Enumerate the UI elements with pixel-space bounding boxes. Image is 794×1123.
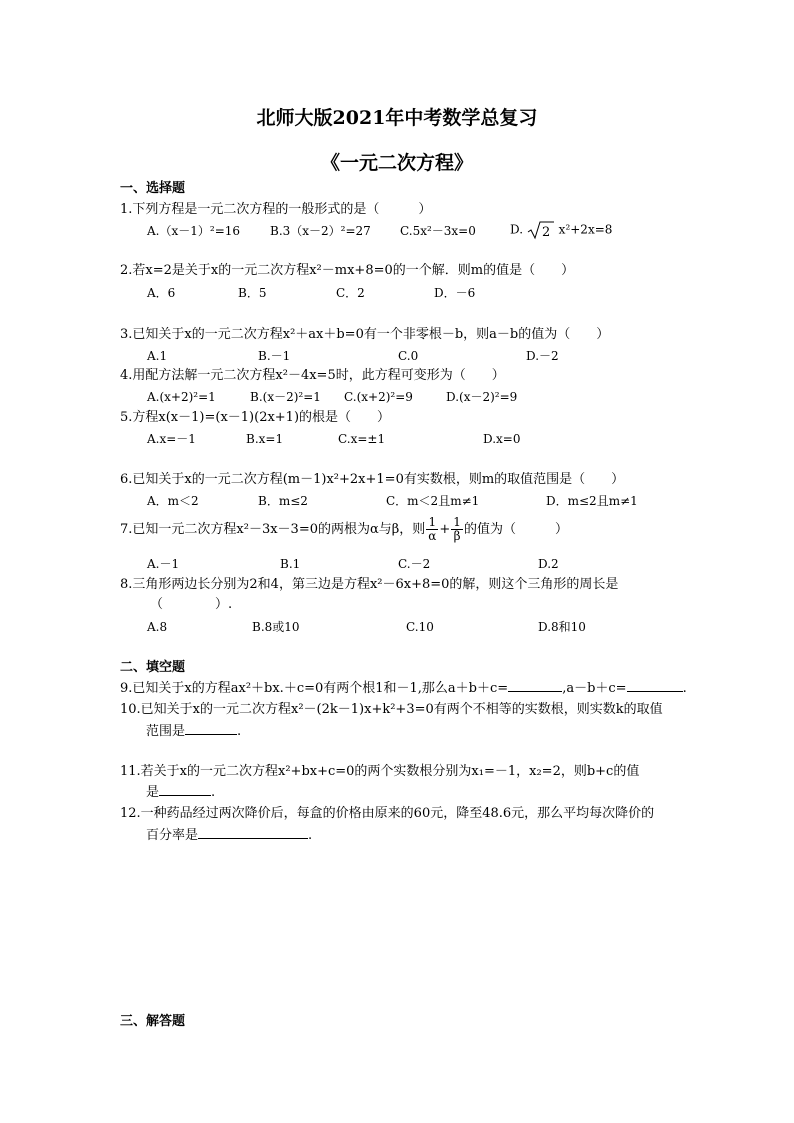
fraction-denominator: β <box>453 529 461 543</box>
question-8-option-b: B.8或10 <box>252 620 300 634</box>
question-8-option-d: D.8和10 <box>538 620 586 634</box>
section-heading-fill-in: 二、填空题 <box>120 660 186 675</box>
question-12-line2 <box>146 826 312 845</box>
question-1-option-c: C.5x²－3x=0 <box>400 224 476 238</box>
question-4-stem: 4.用配方法解一元二次方程x²－4x=5时，此方程可变形为（ ） <box>120 368 505 383</box>
section-heading-solutions: 三、解答题 <box>120 1014 186 1029</box>
question-7-stem-end: 的值为（ ） <box>463 522 568 537</box>
question-3-option-d: D.－2 <box>526 349 559 363</box>
question-5-stem: 5.方程x(x－1)=(x－1)(2x+1)的根是（ ） <box>120 410 391 425</box>
question-4-option-b: B.(x－2)²=1 <box>250 390 321 404</box>
question-1-option-a: A.（x－1）²=16 <box>147 224 241 238</box>
question-2-option-c: C．2 <box>336 286 365 300</box>
question-5-option-b: B.x=1 <box>246 432 284 446</box>
question-2-option-a: A．6 <box>147 286 176 300</box>
answer-blank <box>159 783 211 796</box>
question-6-option-a: A．m＜2 <box>147 494 199 508</box>
question-1-option-b: B.3（x－2）²=27 <box>270 224 371 238</box>
question-3-option-c: C.0 <box>398 349 419 363</box>
fraction-one-over-beta <box>451 516 463 543</box>
answer-blank <box>185 722 237 735</box>
option-d-label: D. <box>510 222 524 237</box>
document-title: 北师大版2021年中考数学总复习 <box>256 107 538 129</box>
fraction-denominator: α <box>428 529 437 543</box>
question-7-option-b: B.1 <box>280 557 301 571</box>
question-4-option-d: D.(x－2)²=9 <box>446 390 518 404</box>
question-10-line1: 10.已知关于x的一元二次方程x²－(2k－1)x+k²+3=0有两个不相等的实数根，则实数k的取值 <box>120 702 663 717</box>
question-11-line1: 11.若关于x的一元二次方程x²+bx+c=0的两个实数根分别为x₁=－1，x₂=2，则b+c的值 <box>120 764 640 779</box>
question-9-text-end: . <box>682 681 687 696</box>
question-3-option-b: B.－1 <box>258 349 291 363</box>
question-12-line1: 12.一种药品经过两次降价后，每盒的价格由原来的60元，降至48.6元，那么平均每次降价的 <box>120 806 655 821</box>
question-2-option-d: D．－6 <box>434 286 476 300</box>
question-8-stem-line2: （ ）. <box>150 597 233 612</box>
question-7-option-a: A.－1 <box>147 557 180 571</box>
question-6-option-c: C．m＜2且m≠1 <box>386 494 480 508</box>
fraction-one-over-alpha <box>426 516 438 543</box>
question-3-option-a: A.1 <box>147 349 168 363</box>
fraction-numerator: 1 <box>426 516 438 530</box>
question-7-stem <box>120 516 568 543</box>
plus-sign: + <box>439 522 451 537</box>
question-1-option-d <box>510 220 612 240</box>
question-6-option-b: B．m≤2 <box>258 494 308 508</box>
answer-blank <box>627 679 683 692</box>
question-5-option-a: A.x=－1 <box>147 432 196 446</box>
document-subtitle: 《一元二次方程》 <box>320 152 473 174</box>
question-6-option-d: D．m≤2且m≠1 <box>546 494 638 508</box>
question-3-stem: 3.已知关于x的一元二次方程x²＋ax＋b=0有一个非零根－b，则a－b的值为（ ） <box>120 327 610 342</box>
question-10-line2 <box>146 722 241 741</box>
question-10-end: . <box>237 724 242 739</box>
question-12-text: 百分率是 <box>146 828 199 843</box>
question-9-text-start: 9.已知关于x的方程ax²＋bx.＋c=0有两个根1和－1,那么a＋b＋c= <box>120 681 509 696</box>
section-heading-choice: 一、选择题 <box>120 181 186 196</box>
question-9-text-middle: ,a－b＋c= <box>562 681 627 696</box>
question-7-option-c: C.－2 <box>398 557 431 571</box>
question-5-option-c: C.x=±1 <box>338 432 386 446</box>
question-8-option-c: C.10 <box>406 620 434 634</box>
question-6-stem: 6.已知关于x的一元二次方程(m－1)x²+2x+1=0有实数根，则m的取值范围是（ ） <box>120 472 625 487</box>
question-7-option-d: D.2 <box>538 557 559 571</box>
answer-blank <box>508 679 562 692</box>
question-4-option-a: A.(x+2)²=1 <box>147 390 216 404</box>
sqrt-radicand: 2 <box>541 225 551 240</box>
question-12-end: . <box>308 828 313 843</box>
question-10-text: 范围是 <box>146 724 186 739</box>
question-11-end: . <box>211 785 216 800</box>
answer-blank <box>198 826 308 839</box>
fraction-numerator: 1 <box>453 515 461 529</box>
question-5-option-d: D.x=0 <box>483 432 521 446</box>
question-8-option-a: A.8 <box>147 620 168 634</box>
question-7-stem-start: 7.已知一元二次方程x²－3x－3=0的两根为α与β，则 <box>120 522 426 537</box>
question-11-text: 是 <box>146 785 160 800</box>
question-2-stem: 2.若x=2是关于x的一元二次方程x²－mx+8=0的一个解．则m的值是（ ） <box>120 263 575 278</box>
question-11-line2 <box>146 783 215 802</box>
option-d-expression: x²+2x=8 <box>558 222 613 237</box>
question-4-option-c: C.(x+2)²=9 <box>344 390 413 404</box>
question-9 <box>120 679 687 698</box>
square-root-symbol <box>527 220 555 240</box>
question-1-stem: 1.下列方程是一元二次方程的一般形式的是（ ） <box>120 202 432 217</box>
question-8-stem-line1: 8.三角形两边长分别为2和4，第三边是方程x²－6x+8=0的解，则这个三角形的周长是 <box>120 577 619 592</box>
question-2-option-b: B．5 <box>238 286 267 300</box>
